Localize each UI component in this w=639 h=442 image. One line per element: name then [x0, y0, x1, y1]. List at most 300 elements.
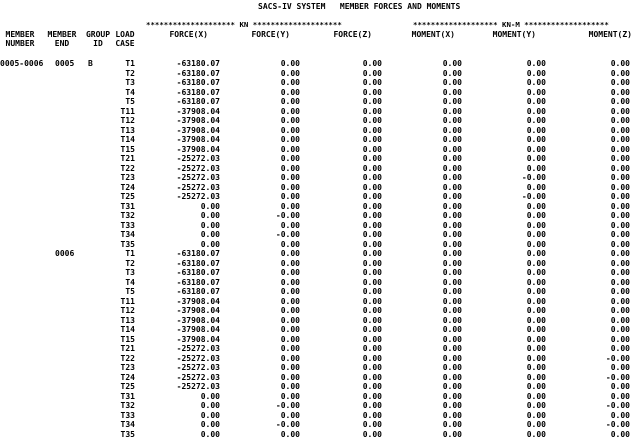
force-y-cell: 0.00	[280, 429, 300, 439]
load-case-cell: T32	[120, 211, 135, 220]
moment-y-cell: 0.00	[526, 249, 546, 258]
moment-z-cell: 0.00	[610, 363, 630, 372]
moment-y-cell: -0.00	[521, 173, 546, 182]
load-case-cell: T32	[120, 401, 135, 410]
force-z-cell: 0.00	[362, 230, 382, 239]
force-z-cell: 0.00	[362, 353, 382, 363]
moment-z-cell: 0.00	[610, 163, 630, 173]
moment-x-cell: 0.00	[442, 363, 462, 372]
force-z-cell: 0.00	[362, 401, 382, 410]
force-y-cell: 0.00	[280, 344, 300, 353]
force-x-cell: -25272.03	[176, 154, 220, 163]
header-force-x: FORCE(X)	[169, 30, 208, 39]
load-case-cell: T33	[120, 220, 135, 230]
load-case-cell: T15	[120, 144, 135, 154]
moment-z-cell: 0.00	[610, 154, 630, 163]
moment-y-cell: 0.00	[526, 116, 546, 125]
moment-x-cell: 0.00	[442, 144, 462, 154]
force-z-cell: 0.00	[362, 192, 382, 201]
force-z-cell: 0.00	[362, 249, 382, 258]
moment-x-cell: 0.00	[442, 268, 462, 277]
moment-z-cell: -0.00	[605, 401, 630, 410]
force-x-cell: -25272.03	[176, 363, 220, 372]
moment-y-cell: 0.00	[526, 382, 546, 391]
force-z-cell: 0.00	[362, 429, 382, 439]
force-x-cell: -37908.04	[176, 306, 220, 315]
load-case-cell: T33	[120, 410, 135, 420]
moment-z-cell: 0.00	[610, 239, 630, 249]
load-case-cell: T12	[120, 306, 135, 315]
moment-y-cell: 0.00	[526, 97, 546, 106]
force-y-cell: 0.00	[280, 258, 300, 268]
moment-z-cell: 0.00	[610, 258, 630, 268]
kn-units-band: ******************** KN ********************	[146, 20, 342, 29]
force-y-cell: 0.00	[280, 135, 300, 144]
force-x-cell: -25272.03	[176, 163, 220, 173]
moment-y-cell: 0.00	[526, 306, 546, 315]
force-y-cell: -0.00	[275, 211, 300, 220]
moment-x-cell: 0.00	[442, 325, 462, 334]
moment-y-cell: 0.00	[526, 429, 546, 439]
force-x-cell: -25272.03	[176, 344, 220, 353]
load-case-cell: T25	[120, 382, 135, 391]
member-number-cell: 0005-0006	[0, 59, 44, 68]
force-z-cell: 0.00	[362, 258, 382, 268]
moment-x-cell: 0.00	[442, 192, 462, 201]
force-z-cell: 0.00	[362, 325, 382, 334]
load-case-cell: T24	[120, 372, 135, 382]
force-y-cell: 0.00	[280, 249, 300, 258]
moment-x-cell: 0.00	[442, 277, 462, 287]
force-x-cell: -63180.07	[176, 97, 220, 106]
moment-x-cell: 0.00	[442, 258, 462, 268]
moment-y-cell: 0.00	[526, 163, 546, 173]
force-x-cell: 0.00	[200, 230, 220, 239]
moment-x-cell: 0.00	[442, 154, 462, 163]
moment-x-cell: 0.00	[442, 287, 462, 296]
force-z-cell: 0.00	[362, 277, 382, 287]
moment-z-cell: 0.00	[610, 382, 630, 391]
force-y-cell: 0.00	[280, 220, 300, 230]
force-x-cell: -63180.07	[176, 78, 220, 87]
moment-y-cell: 0.00	[526, 59, 546, 68]
moment-y-cell: 0.00	[526, 410, 546, 420]
moment-y-cell: 0.00	[526, 391, 546, 401]
force-x-cell: -37908.04	[176, 334, 220, 344]
load-case-cell: T11	[120, 296, 135, 306]
moment-z-cell: 0.00	[610, 410, 630, 420]
moment-y-cell: 0.00	[526, 78, 546, 87]
load-case-cell: T4	[125, 277, 135, 287]
moment-y-cell: 0.00	[526, 296, 546, 306]
moment-y-cell: -0.00	[521, 192, 546, 201]
load-case-cell: T11	[120, 106, 135, 116]
force-x-cell: -25272.03	[176, 192, 220, 201]
moment-z-cell: 0.00	[610, 296, 630, 306]
force-z-cell: 0.00	[362, 410, 382, 420]
force-y-cell: 0.00	[280, 325, 300, 334]
force-y-cell: 0.00	[280, 287, 300, 296]
moment-z-cell: 0.00	[610, 87, 630, 97]
header-member-end-line1: MEMBER	[47, 30, 77, 39]
load-case-cell: T4	[125, 87, 135, 97]
force-y-cell: 0.00	[280, 97, 300, 106]
moment-x-cell: 0.00	[442, 334, 462, 344]
force-z-cell: 0.00	[362, 106, 382, 116]
group-id-cell: B	[88, 59, 93, 68]
load-case-cell: T23	[120, 363, 135, 372]
force-x-cell: -37908.04	[176, 144, 220, 154]
force-z-cell: 0.00	[362, 182, 382, 192]
force-z-cell: 0.00	[362, 87, 382, 97]
moment-y-cell: 0.00	[526, 201, 546, 211]
force-z-cell: 0.00	[362, 125, 382, 135]
load-case-cell: T25	[120, 192, 135, 201]
force-x-cell: 0.00	[200, 429, 220, 439]
force-y-cell: 0.00	[280, 334, 300, 344]
load-case-cell: T13	[120, 125, 135, 135]
force-y-cell: 0.00	[280, 268, 300, 277]
moment-z-cell: 0.00	[610, 116, 630, 125]
load-case-cell: T21	[120, 344, 135, 353]
force-x-cell: -37908.04	[176, 325, 220, 334]
moment-z-cell: 0.00	[610, 182, 630, 192]
force-x-cell: 0.00	[200, 420, 220, 429]
force-y-cell: 0.00	[280, 78, 300, 87]
moment-y-cell: 0.00	[526, 258, 546, 268]
force-x-cell: -63180.07	[176, 59, 220, 68]
force-x-cell: -25272.03	[176, 372, 220, 382]
moment-x-cell: 0.00	[442, 296, 462, 306]
moment-z-cell: 0.00	[610, 277, 630, 287]
moment-x-cell: 0.00	[442, 106, 462, 116]
moment-y-cell: 0.00	[526, 268, 546, 277]
moment-x-cell: 0.00	[442, 116, 462, 125]
load-case-cell: T1	[125, 59, 135, 68]
force-z-cell: 0.00	[362, 144, 382, 154]
moment-y-cell: 0.00	[526, 420, 546, 429]
moment-y-cell: 0.00	[526, 68, 546, 78]
force-x-cell: -63180.07	[176, 249, 220, 258]
force-z-cell: 0.00	[362, 154, 382, 163]
load-case-cell: T34	[120, 230, 135, 239]
moment-x-cell: 0.00	[442, 410, 462, 420]
force-x-cell: -25272.03	[176, 173, 220, 182]
report-title: SACS-IV SYSTEM MEMBER FORCES AND MOMENTS	[258, 2, 461, 11]
force-x-cell: -63180.07	[176, 87, 220, 97]
force-y-cell: 0.00	[280, 391, 300, 401]
moment-z-cell: 0.00	[610, 306, 630, 315]
moment-z-cell: -0.00	[605, 420, 630, 429]
header-member-end-line2: END	[54, 39, 70, 48]
moment-z-cell: 0.00	[610, 211, 630, 220]
moment-y-cell: 0.00	[526, 315, 546, 325]
force-x-cell: 0.00	[200, 211, 220, 220]
moment-z-cell: 0.00	[610, 429, 630, 439]
force-y-cell: 0.00	[280, 163, 300, 173]
load-case-cell: T14	[120, 325, 135, 334]
moment-x-cell: 0.00	[442, 201, 462, 211]
moment-z-cell: 0.00	[610, 201, 630, 211]
force-y-cell: 0.00	[280, 410, 300, 420]
force-z-cell: 0.00	[362, 334, 382, 344]
moment-y-cell: 0.00	[526, 182, 546, 192]
moment-y-cell: 0.00	[526, 353, 546, 363]
moment-x-cell: 0.00	[442, 182, 462, 192]
load-case-cell: T34	[120, 420, 135, 429]
load-case-cell: T21	[120, 154, 135, 163]
moment-y-cell: 0.00	[526, 144, 546, 154]
force-x-cell: -63180.07	[176, 287, 220, 296]
moment-z-cell: 0.00	[610, 106, 630, 116]
force-x-cell: -63180.07	[176, 68, 220, 78]
load-case-cell: T5	[125, 287, 135, 296]
force-z-cell: 0.00	[362, 135, 382, 144]
force-z-cell: 0.00	[362, 220, 382, 230]
moment-z-cell: 0.00	[610, 125, 630, 135]
moment-x-cell: 0.00	[442, 420, 462, 429]
load-case-cell: T23	[120, 173, 135, 182]
moment-z-cell: 0.00	[610, 68, 630, 78]
force-y-cell: 0.00	[280, 382, 300, 391]
moment-x-cell: 0.00	[442, 211, 462, 220]
header-load-case-line1: LOAD	[115, 30, 135, 39]
force-x-cell: 0.00	[200, 201, 220, 211]
moment-y-cell: 0.00	[526, 239, 546, 249]
moment-y-cell: 0.00	[526, 135, 546, 144]
moment-x-cell: 0.00	[442, 391, 462, 401]
moment-x-cell: 0.00	[442, 382, 462, 391]
load-case-cell: T31	[120, 391, 135, 401]
force-x-cell: -25272.03	[176, 182, 220, 192]
force-z-cell: 0.00	[362, 382, 382, 391]
force-y-cell: 0.00	[280, 125, 300, 135]
moment-y-cell: 0.00	[526, 287, 546, 296]
force-x-cell: -37908.04	[176, 315, 220, 325]
load-case-cell: T2	[125, 68, 135, 78]
moment-y-cell: 0.00	[526, 106, 546, 116]
header-load-case-line2: CASE	[115, 39, 135, 48]
force-x-cell: -63180.07	[176, 258, 220, 268]
moment-y-cell: 0.00	[526, 230, 546, 239]
header-member-number-line2: NUMBER	[5, 39, 35, 48]
force-y-cell: 0.00	[280, 59, 300, 68]
force-y-cell: 0.00	[280, 173, 300, 182]
moment-x-cell: 0.00	[442, 429, 462, 439]
force-y-cell: 0.00	[280, 306, 300, 315]
force-y-cell: 0.00	[280, 315, 300, 325]
moment-x-cell: 0.00	[442, 353, 462, 363]
moment-y-cell: 0.00	[526, 277, 546, 287]
force-y-cell: 0.00	[280, 192, 300, 201]
moment-x-cell: 0.00	[442, 125, 462, 135]
force-y-cell: 0.00	[280, 68, 300, 78]
force-z-cell: 0.00	[362, 306, 382, 315]
load-case-cell: T2	[125, 258, 135, 268]
load-case-cell: T22	[120, 163, 135, 173]
moment-z-cell: 0.00	[610, 287, 630, 296]
force-y-cell: 0.00	[280, 277, 300, 287]
force-z-cell: 0.00	[362, 97, 382, 106]
force-y-cell: 0.00	[280, 182, 300, 192]
moment-z-cell: 0.00	[610, 78, 630, 87]
force-y-cell: 0.00	[280, 201, 300, 211]
force-z-cell: 0.00	[362, 163, 382, 173]
moment-z-cell: 0.00	[610, 192, 630, 201]
force-y-cell: 0.00	[280, 116, 300, 125]
moment-x-cell: 0.00	[442, 220, 462, 230]
moment-x-cell: 0.00	[442, 87, 462, 97]
moment-z-cell: 0.00	[610, 315, 630, 325]
moment-x-cell: 0.00	[442, 68, 462, 78]
force-z-cell: 0.00	[362, 78, 382, 87]
force-z-cell: 0.00	[362, 363, 382, 372]
moment-y-cell: 0.00	[526, 154, 546, 163]
force-z-cell: 0.00	[362, 296, 382, 306]
force-x-cell: 0.00	[200, 401, 220, 410]
moment-x-cell: 0.00	[442, 230, 462, 239]
force-x-cell: -37908.04	[176, 125, 220, 135]
force-z-cell: 0.00	[362, 315, 382, 325]
moment-y-cell: 0.00	[526, 401, 546, 410]
load-case-cell: T35	[120, 429, 135, 439]
force-x-cell: 0.00	[200, 220, 220, 230]
moment-x-cell: 0.00	[442, 372, 462, 382]
moment-x-cell: 0.00	[442, 249, 462, 258]
force-z-cell: 0.00	[362, 173, 382, 182]
force-z-cell: 0.00	[362, 372, 382, 382]
moment-y-cell: 0.00	[526, 125, 546, 135]
moment-y-cell: 0.00	[526, 211, 546, 220]
moment-z-cell: 0.00	[610, 97, 630, 106]
load-case-cell: T35	[120, 239, 135, 249]
force-z-cell: 0.00	[362, 201, 382, 211]
moment-y-cell: 0.00	[526, 325, 546, 334]
moment-z-cell: 0.00	[610, 325, 630, 334]
header-moment-y: MOMENT(Y)	[492, 30, 536, 39]
force-y-cell: 0.00	[280, 144, 300, 154]
header-group-id-line1: GROUP	[85, 30, 111, 39]
load-case-cell: T5	[125, 97, 135, 106]
header-member-number-line1: MEMBER	[5, 30, 35, 39]
force-z-cell: 0.00	[362, 344, 382, 353]
force-x-cell: -63180.07	[176, 277, 220, 287]
load-case-cell: T15	[120, 334, 135, 344]
load-case-cell: T14	[120, 135, 135, 144]
force-x-cell: 0.00	[200, 410, 220, 420]
force-z-cell: 0.00	[362, 239, 382, 249]
moment-x-cell: 0.00	[442, 163, 462, 173]
force-x-cell: -37908.04	[176, 106, 220, 116]
moment-z-cell: 0.00	[610, 230, 630, 239]
force-y-cell: 0.00	[280, 372, 300, 382]
member-end-cell: 0006	[55, 249, 75, 258]
knm-units-band: ******************* KN-M *******************	[413, 20, 609, 29]
force-x-cell: 0.00	[200, 391, 220, 401]
member-end-cell: 0005	[55, 59, 75, 68]
moment-z-cell: 0.00	[610, 268, 630, 277]
force-y-cell: -0.00	[275, 401, 300, 410]
moment-y-cell: 0.00	[526, 220, 546, 230]
load-case-cell: T12	[120, 116, 135, 125]
force-z-cell: 0.00	[362, 211, 382, 220]
header-moment-x: MOMENT(X)	[411, 30, 455, 39]
force-x-cell: -37908.04	[176, 135, 220, 144]
load-case-cell: T1	[125, 249, 135, 258]
force-y-cell: 0.00	[280, 296, 300, 306]
force-x-cell: -25272.03	[176, 382, 220, 391]
force-z-cell: 0.00	[362, 268, 382, 277]
moment-x-cell: 0.00	[442, 306, 462, 315]
moment-z-cell: 0.00	[610, 59, 630, 68]
load-case-cell: T24	[120, 182, 135, 192]
moment-x-cell: 0.00	[442, 59, 462, 68]
moment-z-cell: 0.00	[610, 344, 630, 353]
moment-y-cell: 0.00	[526, 334, 546, 344]
force-y-cell: 0.00	[280, 154, 300, 163]
load-case-cell: T31	[120, 201, 135, 211]
force-z-cell: 0.00	[362, 420, 382, 429]
force-z-cell: 0.00	[362, 59, 382, 68]
moment-y-cell: 0.00	[526, 344, 546, 353]
force-x-cell: -63180.07	[176, 268, 220, 277]
force-y-cell: -0.00	[275, 230, 300, 239]
force-z-cell: 0.00	[362, 116, 382, 125]
header-group-id-line2: ID	[93, 39, 103, 48]
force-z-cell: 0.00	[362, 68, 382, 78]
moment-x-cell: 0.00	[442, 401, 462, 410]
header-force-y: FORCE(Y)	[251, 30, 290, 39]
moment-x-cell: 0.00	[442, 173, 462, 182]
moment-y-cell: 0.00	[526, 372, 546, 382]
header-moment-z: MOMENT(Z)	[588, 30, 632, 39]
force-z-cell: 0.00	[362, 287, 382, 296]
header-force-z: FORCE(Z)	[333, 30, 372, 39]
moment-x-cell: 0.00	[442, 97, 462, 106]
force-y-cell: 0.00	[280, 353, 300, 363]
moment-z-cell: -0.00	[605, 353, 630, 363]
force-z-cell: 0.00	[362, 391, 382, 401]
load-case-cell: T3	[125, 78, 135, 87]
force-y-cell: 0.00	[280, 239, 300, 249]
load-case-cell: T13	[120, 315, 135, 325]
force-y-cell: 0.00	[280, 87, 300, 97]
moment-z-cell: 0.00	[610, 391, 630, 401]
force-x-cell: -25272.03	[176, 353, 220, 363]
force-x-cell: -37908.04	[176, 296, 220, 306]
force-y-cell: 0.00	[280, 363, 300, 372]
moment-z-cell: 0.00	[610, 249, 630, 258]
moment-z-cell: 0.00	[610, 173, 630, 182]
load-case-cell: T22	[120, 353, 135, 363]
moment-y-cell: 0.00	[526, 363, 546, 372]
moment-x-cell: 0.00	[442, 239, 462, 249]
moment-z-cell: -0.00	[605, 372, 630, 382]
force-x-cell: 0.00	[200, 239, 220, 249]
load-case-cell: T3	[125, 268, 135, 277]
force-x-cell: -37908.04	[176, 116, 220, 125]
moment-x-cell: 0.00	[442, 315, 462, 325]
moment-z-cell: 0.00	[610, 135, 630, 144]
moment-x-cell: 0.00	[442, 135, 462, 144]
moment-x-cell: 0.00	[442, 344, 462, 353]
moment-z-cell: 0.00	[610, 144, 630, 154]
moment-z-cell: 0.00	[610, 334, 630, 344]
moment-y-cell: 0.00	[526, 87, 546, 97]
moment-x-cell: 0.00	[442, 78, 462, 87]
force-y-cell: 0.00	[280, 106, 300, 116]
moment-z-cell: 0.00	[610, 220, 630, 230]
